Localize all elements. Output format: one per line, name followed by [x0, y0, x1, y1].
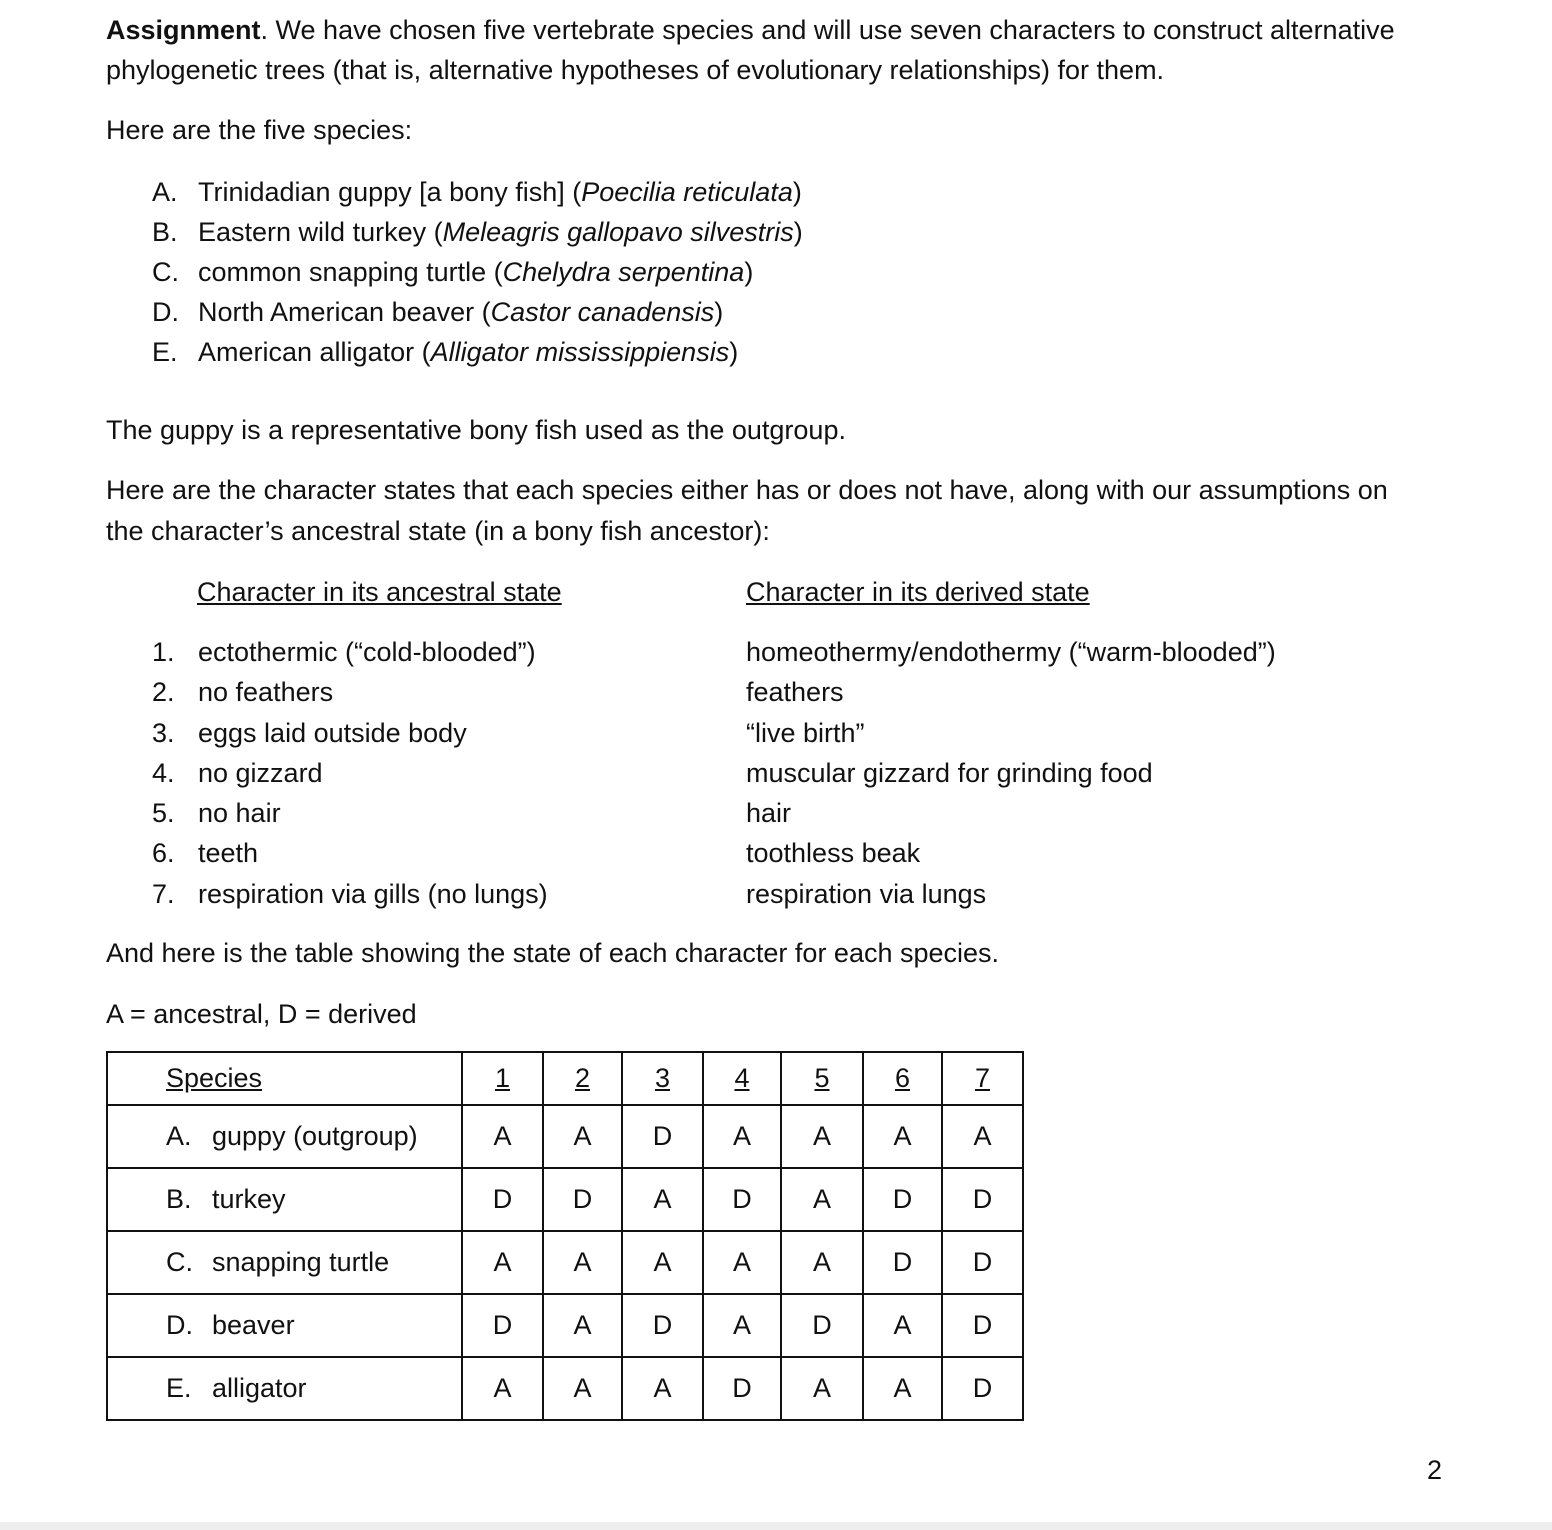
state-cell: A — [462, 1357, 543, 1420]
character-number: 6. — [152, 838, 175, 869]
characters-intro-line-1: Here are the character states that each species either has or does not have, along with our assumptions on — [106, 475, 1388, 505]
species-scientific-name: Poecilia reticulata — [581, 177, 793, 207]
character-number: 3. — [152, 717, 175, 748]
state-cell: A — [703, 1105, 781, 1168]
character-number: 4. — [152, 757, 175, 788]
character-ancestral: respiration via gills (no lungs) — [198, 878, 548, 909]
character-derived: homeothermy/endothermy (“warm-blooded”) — [746, 637, 1276, 667]
state-cell: A — [622, 1168, 703, 1231]
column-header: 5 — [814, 1063, 830, 1093]
assignment-label: Assignment — [106, 15, 261, 45]
legend: A = ancestral, D = derived — [106, 999, 417, 1029]
table-row — [107, 1357, 1023, 1420]
characters-intro-line-2: the character’s ancestral state (in a bony fish ancestor): — [106, 516, 770, 546]
character-number: 1. — [152, 637, 175, 667]
character-derived: toothless beak — [746, 838, 921, 869]
state-cell: A — [543, 1294, 622, 1357]
state-cell: A — [863, 1105, 942, 1168]
state-cell: A — [942, 1105, 1023, 1168]
table-row — [107, 1294, 1023, 1357]
column-header: 1 — [494, 1063, 511, 1093]
state-cell: D — [863, 1168, 942, 1231]
species-scientific-name: Chelydra serpentina — [502, 257, 745, 287]
state-cell: A — [781, 1231, 863, 1294]
table-header-row — [107, 1052, 1023, 1105]
state-cell: A — [543, 1357, 622, 1420]
character-derived: respiration via lungs — [746, 878, 987, 909]
state-cell: D — [622, 1294, 703, 1357]
species-common-name: common snapping turtle ( — [198, 257, 503, 287]
state-cell: A — [781, 1105, 863, 1168]
state-cell: A — [462, 1105, 543, 1168]
state-cell: D — [543, 1168, 622, 1231]
state-cell: D — [942, 1168, 1023, 1231]
character-state-table — [106, 1051, 1024, 1421]
intro-line-1 — [106, 10, 1395, 50]
species-heading: Here are the five species: — [106, 115, 413, 145]
character-derived: “live birth” — [746, 717, 865, 748]
species-common-name: American alligator ( — [198, 337, 431, 367]
list-item — [0, 833, 1552, 873]
species-scientific-name: Alligator mississippiensis — [430, 337, 730, 367]
character-number: 2. — [152, 677, 175, 708]
page-number: 2 — [1426, 1455, 1442, 1485]
list-item — [0, 672, 1552, 712]
species-common-name: Trinidadian guppy [a bony fish] ( — [198, 177, 582, 207]
state-cell: D — [942, 1357, 1023, 1420]
state-cell: A — [781, 1168, 863, 1231]
character-number: 7. — [152, 878, 175, 909]
state-cell: D — [462, 1294, 543, 1357]
state-cell: D — [942, 1294, 1023, 1357]
table-row — [107, 1231, 1023, 1294]
state-cell: A — [543, 1105, 622, 1168]
column-header: 4 — [734, 1063, 750, 1093]
state-cell: A — [863, 1294, 942, 1357]
derived-state-heading: Character in its derived state — [746, 577, 1090, 607]
character-derived: feathers — [746, 677, 844, 708]
species-label: E. — [152, 337, 178, 367]
state-cell: D — [863, 1231, 942, 1294]
table-row — [107, 1168, 1023, 1231]
state-cell: A — [622, 1231, 703, 1294]
state-cell: D — [781, 1294, 863, 1357]
species-cell: D. beaver — [107, 1294, 462, 1357]
character-ancestral: no gizzard — [198, 757, 323, 788]
state-cell: A — [543, 1231, 622, 1294]
state-cell: D — [942, 1231, 1023, 1294]
column-header: 6 — [894, 1063, 911, 1093]
intro-line-2: phylogenetic trees (that is, alternative hypotheses of evolutionary relationships) for them. — [106, 55, 1165, 85]
state-cell: A — [863, 1357, 942, 1420]
state-cell: D — [703, 1168, 781, 1231]
species-cell: B. turkey — [107, 1168, 462, 1231]
state-cell: D — [462, 1168, 543, 1231]
character-list — [0, 632, 1552, 914]
state-cell: A — [781, 1357, 863, 1420]
character-derived: hair — [746, 798, 792, 829]
state-cell: A — [622, 1357, 703, 1420]
state-cell: D — [622, 1105, 703, 1168]
character-number: 5. — [152, 798, 175, 829]
character-ancestral: ectothermic (“cold-blooded”) — [198, 637, 536, 667]
species-list — [152, 172, 803, 372]
species-cell: C. snapping turtle — [107, 1231, 462, 1294]
species-label: C. — [152, 257, 179, 287]
state-cell: A — [462, 1231, 543, 1294]
outgroup-note: The guppy is a representative bony fish used as the outgroup. — [106, 415, 846, 445]
state-cell: A — [703, 1294, 781, 1357]
species-common-name: North American beaver ( — [198, 297, 491, 327]
state-cell: D — [703, 1357, 781, 1420]
list-item: C. common snapping turtle (Chelydra serpentina) — [152, 252, 803, 292]
species-scientific-name: Meleagris gallopavo silvestris — [442, 217, 794, 247]
intro-text: . We have chosen five vertebrate species and will use seven characters to construct alternative — [260, 15, 1395, 45]
species-scientific-name: Castor canadensis — [490, 297, 715, 327]
list-item — [0, 793, 1552, 833]
column-header: 3 — [654, 1063, 671, 1093]
list-item — [0, 874, 1552, 914]
species-cell: E. alligator — [107, 1357, 462, 1420]
character-ancestral: eggs laid outside body — [198, 717, 467, 748]
list-item — [0, 632, 1552, 672]
ancestral-state-heading: Character in its ancestral state — [197, 577, 562, 607]
table-row — [107, 1105, 1023, 1168]
character-ancestral: teeth — [198, 838, 259, 869]
list-item: D. North American beaver (Castor canadensis) — [152, 292, 803, 332]
table-intro: And here is the table showing the state of each character for each species. — [106, 938, 1000, 968]
list-item: E. American alligator (Alligator mississippiensis) — [152, 332, 803, 372]
list-item: B. Eastern wild turkey (Meleagris gallopavo silvestris) — [152, 212, 803, 252]
list-item — [0, 753, 1552, 793]
column-header: 7 — [974, 1063, 991, 1093]
list-item — [0, 713, 1552, 753]
species-common-name: Eastern wild turkey ( — [198, 217, 443, 247]
character-ancestral: no feathers — [198, 677, 334, 708]
species-label: A. — [152, 177, 178, 207]
character-ancestral: no hair — [198, 798, 281, 829]
window-bottom-edge — [0, 1522, 1552, 1530]
species-column-header: Species — [166, 1063, 263, 1093]
character-derived: muscular gizzard for grinding food — [746, 757, 1153, 788]
species-label: B. — [152, 217, 178, 247]
column-header: 2 — [574, 1063, 591, 1093]
state-cell: A — [703, 1231, 781, 1294]
list-item: A. Trinidadian guppy [a bony fish] (Poecilia reticulata) — [152, 172, 803, 212]
species-cell: A. guppy (outgroup) — [107, 1105, 462, 1168]
species-label: D. — [152, 297, 179, 327]
